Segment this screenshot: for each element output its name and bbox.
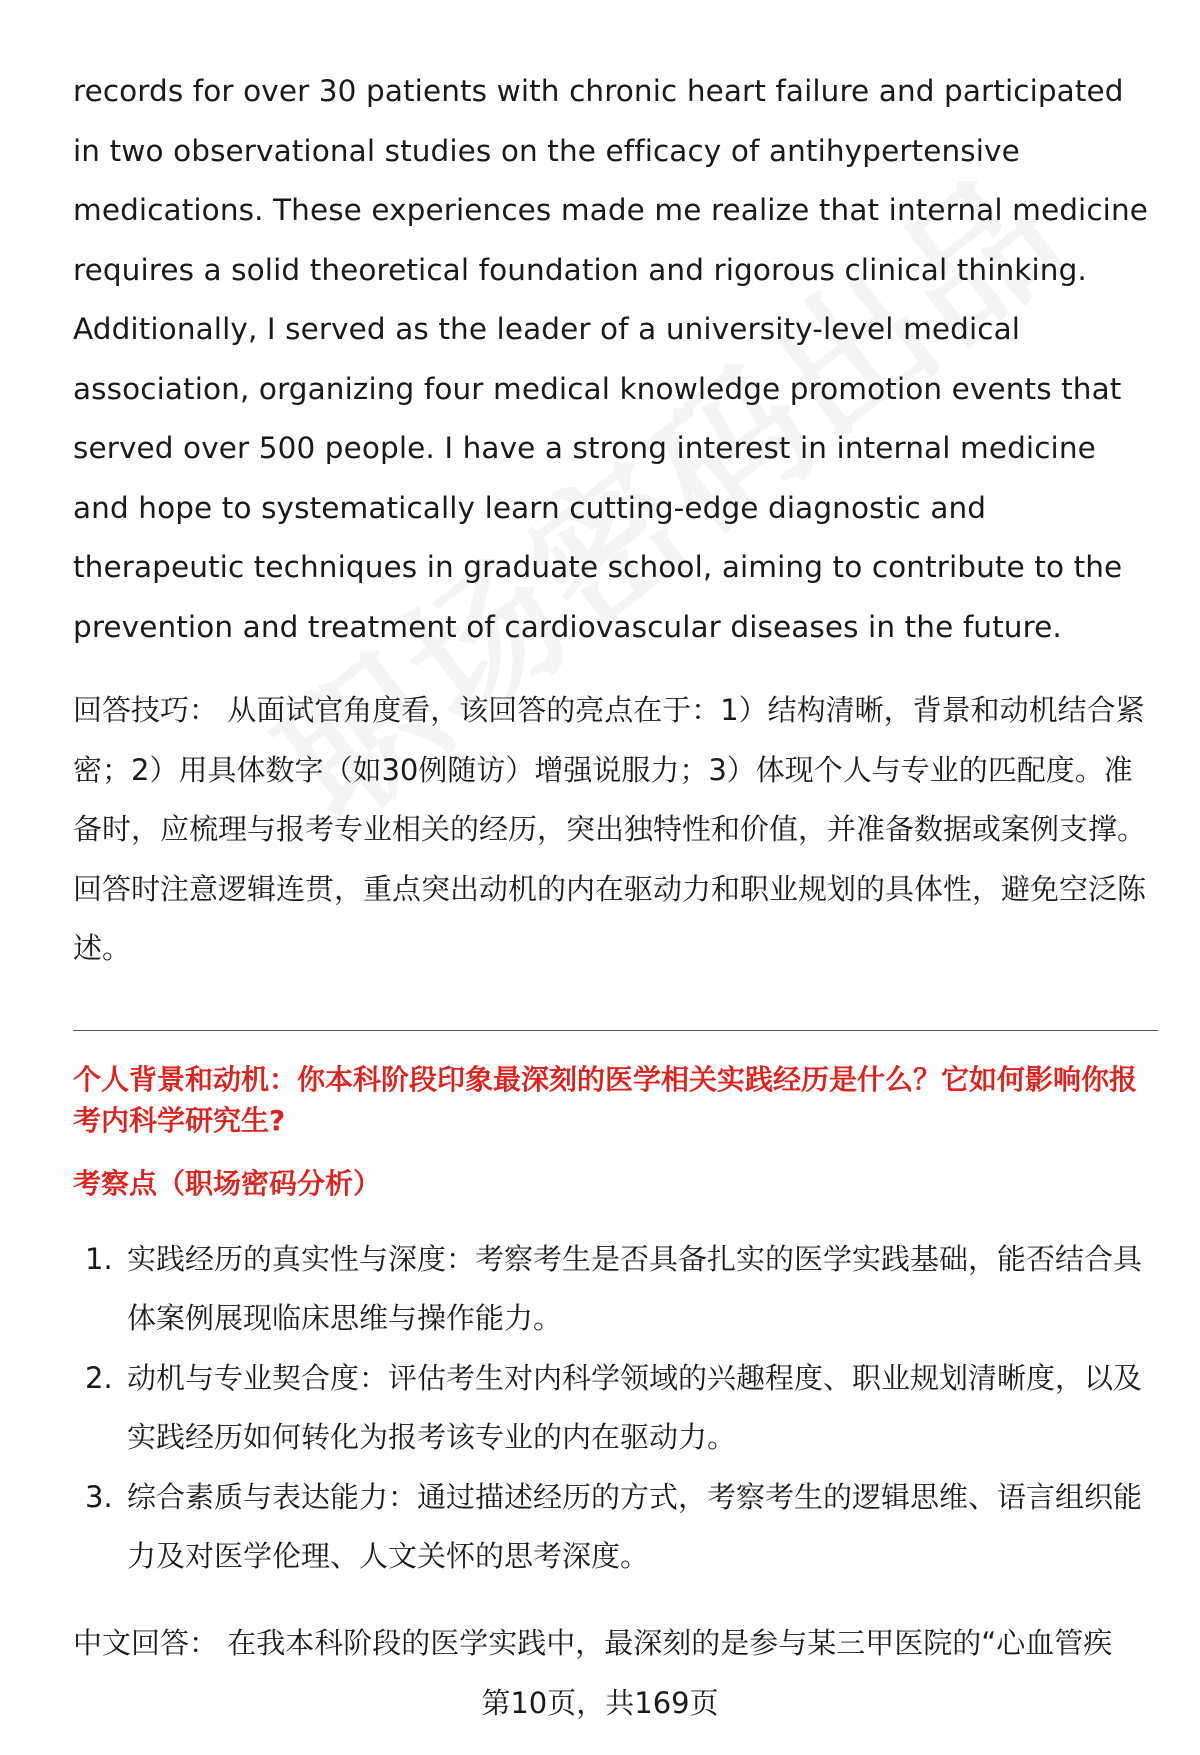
assessment-point-text: 动机与专业契合度：评估考生对内科学领域的兴趣程度、职业规划清晰度，以及实践经历如何转化为报考该专业的内在驱动力。 [127,1360,1143,1454]
chinese-answer-paragraph: 中文回答： 在我本科阶段的医学实践中，最深刻的是参与某三甲医院的“心血管疾 [73,1625,1113,1660]
assessment-point-text: 综合素质与表达能力：通过描述经历的方式，考察考生的逻辑思维、语言组织能力及对医学伦理、人文关怀的思考深度。 [127,1479,1143,1573]
assessment-point-item [73,1349,1158,1468]
list-number: 1. [85,1241,113,1276]
assessment-point-item [73,1468,1158,1587]
intro-paragraph: records for over 30 patients with chronic heart failure and participated in two observational studies on the efficacy of antihypertensive medications. These experiences made me realize that internal medicine requires a solid theoretical foundation and rigorous clinical thinking. Additionally, I served as the leader of a university-level medical association, organizing four medical knowledge promotion events that served over 500 people. I have a strong interest in internal medicine and hope to systematically learn cutting-edge diagnostic and therapeutic techniques in graduate school, aiming to contribute to the prevention and treatment of cardiovascular diseases in the future. [73,74,1149,644]
list-number: 3. [85,1479,113,1514]
answer-tips-paragraph: 回答技巧： 从面试官角度看，该回答的亮点在于：1）结构清晰，背景和动机结合紧密；2）用具体数字（如30例随访）增强说服力；3）体现个人与专业的匹配度。准备时，应梳理与报考专业相关的经历，突出独特性和价值，并准备数据或案例支撑。回答时注意逻辑连贯，重点突出动机的内在驱动力和职业规划的具体性，避免空泛陈述。 [73,693,1147,965]
assessment-points-heading: 考察点（职场密码分析） [73,1166,382,1200]
assessment-point-text: 实践经历的真实性与深度：考察考生是否具备扎实的医学实践基础，能否结合具体案例展现临床思维与操作能力。 [127,1241,1143,1335]
assessment-point-item [73,1230,1158,1349]
page-number-footer: 第10页，共169页 [481,1686,719,1720]
list-number: 2. [85,1360,113,1395]
document-page [73,62,1158,1673]
question-heading: 个人背景和动机：你本科阶段印象最深刻的医学相关实践经历是什么？它如何影响你报考内科学研究生? [73,1062,1138,1137]
assessment-points-list [73,1230,1158,1587]
section-divider [73,1030,1158,1031]
